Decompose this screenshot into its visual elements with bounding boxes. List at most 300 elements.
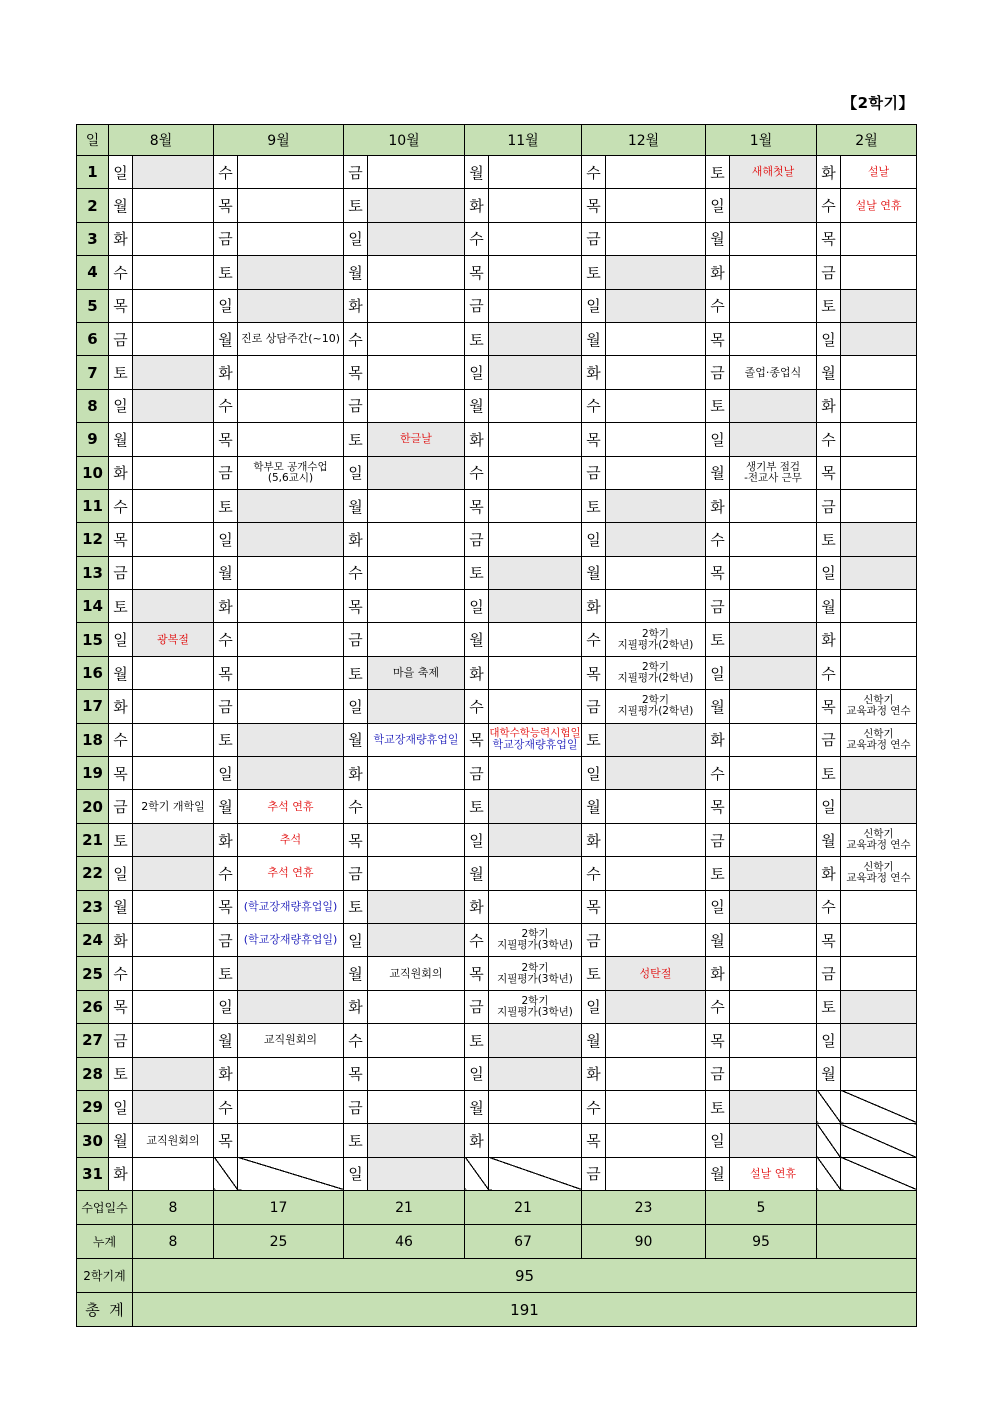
header-row [77,125,917,156]
weekday-cell: 수 [109,723,133,756]
weekday-cell: 일 [582,757,606,790]
weekday-cell: 화 [706,723,730,756]
weekday-cell: 금 [706,1057,730,1090]
class-days-value: 21 [344,1191,465,1225]
event-cell [841,356,917,389]
day-row [77,623,917,656]
event-cell [841,423,917,456]
day-number: 13 [77,556,109,589]
weekday-cell: 일 [582,289,606,322]
weekday-cell: 월 [214,790,238,823]
event-cell [238,857,344,890]
day-row [77,1090,917,1123]
weekday-cell: 목 [214,656,238,689]
weekday-cell: 월 [465,623,489,656]
event-cell [133,556,214,589]
weekday-cell: 금 [344,156,368,189]
event-cell [368,890,465,923]
event-text: 학교장재량휴업일 [492,738,578,752]
weekday-cell: 금 [344,1090,368,1123]
day-row [77,1024,917,1057]
empty-cell [841,1157,917,1190]
weekday-cell: 목 [817,222,841,255]
day-row [77,423,917,456]
event-cell [606,322,706,355]
weekday-cell: 일 [465,590,489,623]
event-text: 추석 [279,833,302,846]
event-cell [368,256,465,289]
event-cell [133,1124,214,1157]
weekday-cell: 금 [817,957,841,990]
day-row [77,923,917,956]
weekday-cell: 토 [817,757,841,790]
weekday-cell: 토 [582,256,606,289]
day-number: 11 [77,489,109,522]
event-cell [841,623,917,656]
day-number: 19 [77,757,109,790]
event-text: 생기부 점검 -전교사 근무 [744,460,802,484]
event-cell [133,456,214,489]
weekday-cell: 월 [817,1057,841,1090]
weekday-cell: 목 [706,790,730,823]
weekday-cell: 화 [817,389,841,422]
weekday-cell: 일 [817,1024,841,1057]
event-cell [238,156,344,189]
day-number: 29 [77,1090,109,1123]
weekday-cell: 금 [214,456,238,489]
weekday-cell: 금 [582,690,606,723]
event-cell [238,623,344,656]
event-cell [368,990,465,1023]
event-cell [841,256,917,289]
event-cell [489,790,582,823]
weekday-cell: 금 [214,923,238,956]
day-number: 2 [77,189,109,222]
weekday-cell: 금 [817,489,841,522]
weekday-cell: 금 [344,389,368,422]
grand-total-value: 191 [133,1293,917,1327]
event-cell [238,423,344,456]
event-cell [841,389,917,422]
weekday-cell: 일 [817,556,841,589]
weekday-cell: 화 [582,356,606,389]
weekday-cell: 화 [582,590,606,623]
weekday-cell: 일 [582,990,606,1023]
month-header: 10월 [344,125,465,156]
weekday-cell: 토 [582,489,606,522]
event-cell [841,990,917,1023]
event-cell [133,1090,214,1123]
weekday-cell: 월 [817,823,841,856]
weekday-cell: 화 [465,890,489,923]
weekday-cell: 수 [214,389,238,422]
event-cell [368,489,465,522]
day-row [77,957,917,990]
event-cell [606,256,706,289]
event-cell [368,356,465,389]
event-cell [133,189,214,222]
event-cell [730,590,817,623]
day-number: 7 [77,356,109,389]
event-text: 교직원회의 [146,1133,200,1147]
event-cell [238,823,344,856]
event-cell [133,790,214,823]
event-cell [606,556,706,589]
weekday-cell: 일 [214,289,238,322]
day-column-header: 일 [77,125,109,156]
event-cell [730,322,817,355]
cumulative-value [817,1225,917,1259]
event-cell [238,1024,344,1057]
cumulative-value: 90 [582,1225,706,1259]
month-header: 2월 [817,125,917,156]
event-cell [133,356,214,389]
cumulative-value: 8 [133,1225,214,1259]
cumulative-value: 67 [465,1225,582,1259]
event-text: 2학기 지필평가(2학년) [617,627,694,651]
event-text: 신학기 교육과정 연수 [846,727,911,751]
event-cell [730,289,817,322]
event-cell [606,723,706,756]
day-row [77,723,917,756]
day-number: 18 [77,723,109,756]
day-row [77,790,917,823]
grand-total-label: 총 계 [77,1293,133,1327]
event-cell [238,790,344,823]
weekday-cell: 월 [344,256,368,289]
weekday-cell: 월 [344,489,368,522]
weekday-cell: 금 [109,556,133,589]
event-cell [238,489,344,522]
weekday-cell: 월 [109,656,133,689]
weekday-cell: 월 [109,189,133,222]
day-row [77,757,917,790]
event-text: (학교장재량휴업일) [243,933,338,947]
event-cell [238,289,344,322]
day-row [77,523,917,556]
event-cell [368,523,465,556]
event-cell [841,757,917,790]
weekday-cell: 목 [582,423,606,456]
event-cell [730,957,817,990]
day-row [77,890,917,923]
weekday-cell: 화 [465,423,489,456]
weekday-cell: 화 [582,1057,606,1090]
event-cell [606,890,706,923]
day-number: 25 [77,957,109,990]
event-cell [730,857,817,890]
event-cell [730,456,817,489]
event-cell [133,523,214,556]
weekday-cell: 월 [465,857,489,890]
weekday-cell: 수 [344,556,368,589]
event-cell [606,623,706,656]
event-cell [489,623,582,656]
weekday-cell: 목 [465,256,489,289]
event-cell [133,857,214,890]
event-cell [133,957,214,990]
weekday-cell: 토 [817,990,841,1023]
weekday-cell: 화 [109,1157,133,1190]
semester-total-label: 2학기계 [77,1259,133,1293]
event-cell [368,189,465,222]
weekday-cell: 금 [344,857,368,890]
event-text: 성탄절 [639,966,672,980]
day-row [77,656,917,689]
event-cell [368,757,465,790]
event-cell [841,723,917,756]
weekday-cell: 목 [344,1057,368,1090]
event-cell [489,356,582,389]
event-cell [368,923,465,956]
event-cell [133,690,214,723]
weekday-cell: 금 [109,790,133,823]
weekday-cell: 월 [344,957,368,990]
weekday-cell: 금 [214,690,238,723]
weekday-cell: 토 [465,556,489,589]
day-row [77,990,917,1023]
weekday-cell: 목 [214,1124,238,1157]
day-row [77,1124,917,1157]
weekday-cell: 월 [706,222,730,255]
weekday-cell: 목 [706,556,730,589]
weekday-cell: 수 [582,1090,606,1123]
event-cell [238,322,344,355]
day-number: 8 [77,389,109,422]
weekday-cell: 월 [214,322,238,355]
weekday-cell: 일 [706,423,730,456]
weekday-cell: 월 [582,790,606,823]
event-cell [368,623,465,656]
weekday-cell: 토 [817,523,841,556]
weekday-cell: 수 [344,790,368,823]
weekday-cell: 토 [582,957,606,990]
weekday-cell: 목 [344,590,368,623]
day-number: 6 [77,322,109,355]
event-cell [238,523,344,556]
event-cell [368,1057,465,1090]
event-cell [368,690,465,723]
weekday-cell: 화 [214,590,238,623]
weekday-cell: 화 [109,456,133,489]
event-cell [368,1090,465,1123]
event-cell [489,156,582,189]
event-text: 설날 연휴 [749,1166,796,1180]
weekday-cell: 일 [344,1157,368,1190]
event-cell [730,423,817,456]
event-cell [368,423,465,456]
event-text: 새해첫날 [751,165,795,179]
event-cell [606,757,706,790]
event-cell [606,222,706,255]
event-cell [489,923,582,956]
event-cell [368,456,465,489]
weekday-cell: 토 [706,156,730,189]
event-cell [368,556,465,589]
class-days-value: 23 [582,1191,706,1225]
weekday-cell: 일 [706,890,730,923]
empty-cell [817,1090,841,1123]
day-row [77,556,917,589]
event-cell [133,322,214,355]
weekday-cell: 토 [214,256,238,289]
weekday-cell: 일 [109,857,133,890]
event-cell [368,723,465,756]
event-cell [730,1057,817,1090]
calendar-body [77,156,917,1191]
event-text: 신학기 교육과정 연수 [846,828,911,851]
event-cell [133,423,214,456]
day-row [77,489,917,522]
weekday-cell: 토 [214,957,238,990]
event-cell [133,590,214,623]
day-number: 12 [77,523,109,556]
event-cell [133,1157,214,1190]
weekday-cell: 수 [582,156,606,189]
day-number: 5 [77,289,109,322]
weekday-cell: 금 [706,356,730,389]
weekday-cell: 월 [465,389,489,422]
event-text: 신학기 교육과정 연수 [846,861,911,885]
weekday-cell: 토 [214,489,238,522]
weekday-cell: 수 [109,957,133,990]
event-cell [489,1124,582,1157]
event-cell [368,322,465,355]
event-cell [368,1024,465,1057]
event-cell [606,923,706,956]
weekday-cell: 일 [582,523,606,556]
event-text: 진로 상담주간(~10) [240,332,341,346]
event-cell [606,790,706,823]
event-cell [368,1157,465,1190]
event-cell [133,890,214,923]
event-cell [489,690,582,723]
weekday-cell: 월 [465,156,489,189]
event-cell [133,990,214,1023]
event-cell [133,222,214,255]
event-cell [841,690,917,723]
event-text: 추석 연휴 [267,799,314,813]
event-cell [489,423,582,456]
day-number: 28 [77,1057,109,1090]
event-cell [238,723,344,756]
weekday-cell: 수 [465,456,489,489]
event-cell [841,156,917,189]
weekday-cell: 목 [214,189,238,222]
weekday-cell: 토 [344,189,368,222]
event-cell [368,289,465,322]
month-header: 8월 [109,125,214,156]
weekday-cell: 일 [344,923,368,956]
weekday-cell: 수 [582,857,606,890]
cumulative-value: 25 [214,1225,344,1259]
day-row [77,356,917,389]
month-header: 12월 [582,125,706,156]
event-cell [730,489,817,522]
event-cell [489,322,582,355]
event-cell [841,556,917,589]
weekday-cell: 월 [465,1090,489,1123]
event-cell [730,656,817,689]
event-cell [238,189,344,222]
event-cell [606,423,706,456]
weekday-cell: 수 [582,389,606,422]
day-row [77,389,917,422]
event-cell [841,823,917,856]
weekday-cell: 수 [465,690,489,723]
weekday-cell: 화 [109,222,133,255]
weekday-cell: 화 [344,289,368,322]
event-cell [133,256,214,289]
weekday-cell: 금 [817,723,841,756]
event-cell [730,556,817,589]
event-cell [238,1124,344,1157]
weekday-cell: 화 [109,690,133,723]
event-cell [489,556,582,589]
event-cell [606,590,706,623]
event-cell [730,923,817,956]
weekday-cell: 목 [582,656,606,689]
event-cell [730,523,817,556]
event-cell [133,1057,214,1090]
event-cell [133,489,214,522]
event-cell [238,389,344,422]
event-cell [133,757,214,790]
weekday-cell: 토 [109,1057,133,1090]
day-number: 27 [77,1024,109,1057]
weekday-cell: 목 [465,489,489,522]
weekday-cell: 금 [465,757,489,790]
weekday-cell: 수 [344,1024,368,1057]
day-row [77,256,917,289]
weekday-cell: 일 [465,356,489,389]
event-cell [489,723,582,756]
weekday-cell: 화 [109,923,133,956]
weekday-cell: 목 [344,356,368,389]
cumulative-value: 95 [706,1225,817,1259]
weekday-cell: 토 [582,723,606,756]
event-cell [841,322,917,355]
event-cell [841,1057,917,1090]
cumulative-label: 누계 [77,1225,133,1259]
weekday-cell: 토 [706,1090,730,1123]
event-cell [841,656,917,689]
class-days-value: 17 [214,1191,344,1225]
empty-cell [465,1157,489,1190]
weekday-cell: 수 [706,757,730,790]
day-number: 3 [77,222,109,255]
weekday-cell: 화 [582,823,606,856]
weekday-cell: 목 [109,757,133,790]
event-cell [606,156,706,189]
weekday-cell: 월 [109,423,133,456]
day-number: 4 [77,256,109,289]
weekday-cell: 토 [109,590,133,623]
weekday-cell: 일 [817,790,841,823]
class-days-label: 수업일수 [77,1191,133,1225]
event-cell [368,156,465,189]
event-cell [606,1124,706,1157]
weekday-cell: 화 [706,256,730,289]
event-text: 대학수학능력시험일 [489,727,581,740]
semester-total-row [77,1259,917,1293]
event-cell [133,289,214,322]
day-row [77,456,917,489]
weekday-cell: 토 [344,656,368,689]
day-number: 9 [77,423,109,456]
day-row [77,322,917,355]
event-cell [606,289,706,322]
